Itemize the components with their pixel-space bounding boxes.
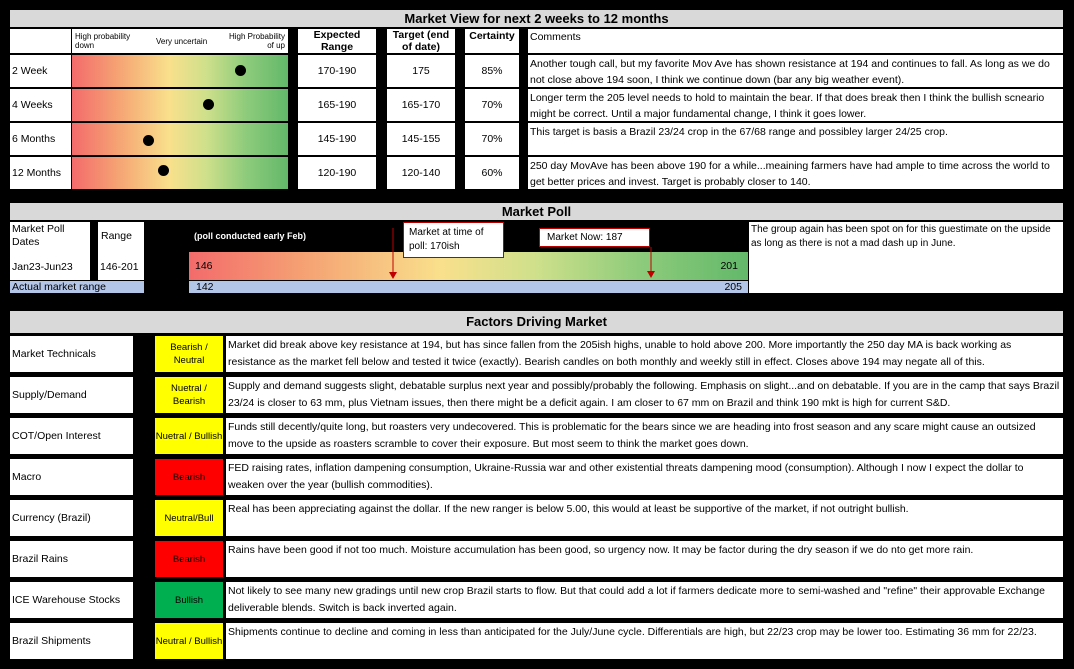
market-view-title: Market View for next 2 weeks to 12 months [10,10,1063,27]
scale-label-down: High probability down [75,32,131,50]
poll-dates-label: Market Poll Dates [10,222,90,252]
poll-note: (poll conducted early Feb) [194,231,307,241]
factors-title: Factors Driving Market [10,311,1063,333]
view-comment: This target is basis a Brazil 23/24 crop in the 67/68 range and possibley larger 24/25 crop. [528,123,1063,155]
market-poll-title: Market Poll [10,203,1063,220]
factor-text: Real has been appreciating against the dollar. If the new ranger is below 5.00, this would at least be supportive of the market, if not outright bullish. [226,500,1063,536]
view-marker [235,65,246,76]
factor-text: Market did break above key resistance at 194, but has since fallen from the 205ish highs, unable to hold above 200. More importantly the 250 day MA is back working as resistance as the market fell below and tested it twice (exactly). Bearish candles on both monthly and weekly still in effect. Closes above 194 may negate all of this. [226,336,1063,372]
view-row-label: 2 Week [10,55,71,87]
factor-rating-badge: Bullish [155,582,223,618]
factor-rating-badge: Neutral / Bullish [155,623,223,659]
target-value: 165-170 [387,89,455,121]
factor-text: Shipments continue to decline and coming in less than anticipated for the July/June cycle. Differentials are high, but 22/23 crop may be lower too. Estimating 36 mm for 22/23. [226,623,1063,659]
expected-range: 120-190 [298,157,376,189]
expected-range: 170-190 [298,55,376,87]
actual-range-label: Actual market range [10,281,144,293]
view-row-label: 6 Months [10,123,71,155]
expected-range: 165-190 [298,89,376,121]
factor-label: Brazil Shipments [10,623,133,659]
arrow-poll-time [385,228,405,280]
factor-text: FED raising rates, inflation dampening consumption, Ukraine-Russia war and other existential threats dampening mood (consumption). Although I now I expect the dollar to weaken over the year (bullish commodities). [226,459,1063,495]
poll-comment: The group again has been spot on for this guestimate on the upside as long as there is not a mad dash up in June. [749,222,1063,293]
poll-bar-high: 201 [720,260,738,272]
certainty-value: 85% [465,55,519,87]
view-marker [143,135,154,146]
certainty-value: 70% [465,89,519,121]
probability-gradient [72,55,288,87]
factor-text: Supply and demand suggests slight, debatable surplus next year and possibly/probably the following. Emphasis on slight...and on debatable. If you are in the camp that says Brazil 23/24 is closer to 63 mm, plus Vietnam issues, then there might be a deficit again. I am closer to 67 mm on Brazil and think 190 mkt is high for current S&D. [226,377,1063,413]
view-row-label: 4 Weeks [10,89,71,121]
arrow-market-now [643,247,663,280]
view-marker [158,165,169,176]
factor-rating-badge: Bearish [155,459,223,495]
certainty-value: 60% [465,157,519,189]
factor-label: Macro [10,459,133,495]
target-value: 175 [387,55,455,87]
view-comment: Longer term the 205 level needs to hold to maintain the bear. If that does break then I think the bullish scneario might be correct. Until a major fundamental change, I think it goes lower. [528,89,1063,121]
expected-range: 145-190 [298,123,376,155]
certainty-value: 70% [465,123,519,155]
actual-range-bar [189,281,748,293]
factor-text: Not likely to see many new gradings until new crop Brazil starts to flow. But that could add a lot if farmers dedicate more to semi-washed and "refine" their approvable Exchange deliverable blends. Switch is back inverted again. [226,582,1063,618]
view-marker [203,99,214,110]
callout-poll-time: Market at time of poll: 170ish [403,222,504,258]
view-comment: 250 day MovAve has been above 190 for a while...meaining farmers have had ample to time across the world to get better prices and invest. Target is probably closer to 140. [528,157,1063,189]
factor-label: Brazil Rains [10,541,133,577]
factor-label: Supply/Demand [10,377,133,413]
probability-gradient [72,123,288,155]
factor-rating-badge: Nuetral / Bearish [155,377,223,413]
poll-range-label: Range [98,222,144,252]
view-row-label: 12 Months [10,157,71,189]
scale-label-uncertain: Very uncertain [156,37,208,46]
scale-labels [72,29,288,53]
comments-header: Comments [528,29,1063,53]
probability-gradient [72,89,288,121]
actual-low: 142 [196,281,214,293]
callout-market-now: Market Now: 187 [539,228,650,247]
factor-text: Funds still decently/quite long, but roasters very undecovered. This is problematic for the bears since we are heading into frost season and any scare might cause an outsized move to the upside as roasters scramble to cover their exposure. But most seem to think the market goes down. [226,418,1063,454]
factor-label: ICE Warehouse Stocks [10,582,133,618]
factor-text: Rains have been good if not too much. Moisture accumulation has been good, so urgency now. It may be factor during the dry season if we do nto get more rain. [226,541,1063,577]
view-header-blank [10,29,71,53]
factor-label: Currency (Brazil) [10,500,133,536]
factor-label: Market Technicals [10,336,133,372]
expected-range-header: Expected Range [298,29,376,53]
poll-dates-value: Jan23-Jun23 [10,252,90,280]
view-comment: Another tough call, but my favorite Mov Ave has shown resistance at 194 and continues to fall. As long as we do not close above 194 soon, I think we continue down (bar any big weather event). [528,55,1063,87]
scale-label-up: High Probability of up [228,32,285,50]
actual-high: 205 [724,281,742,293]
target-header: Target (end of date) [387,29,455,53]
poll-range-value: 146-201 [98,252,144,280]
factor-rating-badge: Bearish [155,541,223,577]
factor-rating-badge: Nuetral / Bullish [155,418,223,454]
probability-gradient [72,157,288,189]
certainty-header: Certainty [465,29,519,53]
target-value: 120-140 [387,157,455,189]
factor-rating-badge: Neutral/Bull [155,500,223,536]
factor-rating-badge: Bearish / Neutral [155,336,223,372]
factor-label: COT/Open Interest [10,418,133,454]
poll-bar-low: 146 [195,260,213,272]
target-value: 145-155 [387,123,455,155]
